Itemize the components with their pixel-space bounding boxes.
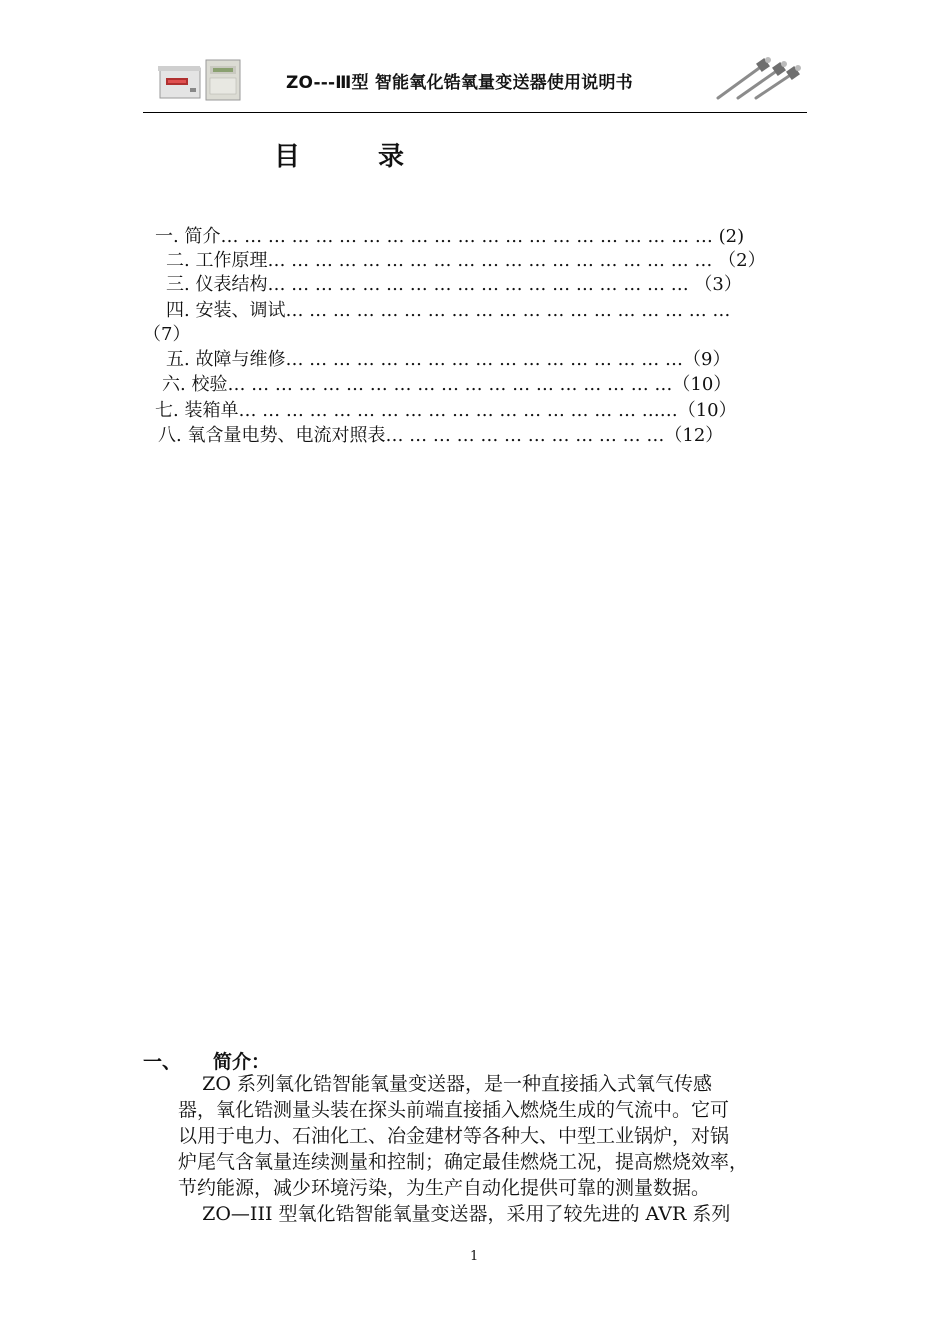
toc-entry[interactable]: 六. 校验… … … … … … … … … … … … … … … … … … …（10）: [162, 374, 732, 395]
toc-entry[interactable]: 五. 故障与维修… … … … … … … … … … … … … … … … …（9）: [166, 349, 731, 370]
paragraph-line: ZO 系列氧化锆智能氧量变送器，是一种直接插入式氧气传感: [178, 1073, 712, 1095]
paragraph-line: 炉尾气含氧量连续测量和控制；确定最佳燃烧工况，提高燃烧效率，: [178, 1151, 749, 1173]
paragraph-line: 以用于电力、石油化工、冶金建材等各种大、中型工业锅炉，对锅: [178, 1125, 730, 1147]
toc-entry[interactable]: 三. 仪表结构… … … … … … … … … … … … … … … … … … （3）: [166, 274, 742, 295]
section-number: 一、: [143, 1051, 182, 1073]
section-title: 简介：: [213, 1051, 271, 1073]
paragraph-line: 器，氧化锆测量头装在探头前端直接插入燃烧生成的气流中。它可: [178, 1099, 730, 1121]
document-header-title: ZO---Ⅲ型 智能氧化锆氧量变送器使用说明书: [286, 73, 633, 93]
toc-entry[interactable]: 一. 简介… … … … … … … … … … … … … … … … … … … … … (2): [155, 226, 745, 247]
section-paragraph: [178, 1071, 810, 1227]
paragraph-line: 节约能源，减少环境污染，为生产自动化提供可靠的测量数据。: [178, 1177, 711, 1199]
header-divider: [143, 112, 807, 113]
toc-heading-char-1: 目: [274, 142, 301, 172]
toc-entry[interactable]: 七. 装箱单… … … … … … … … … … … … … … … … … ……（10）: [155, 400, 737, 421]
toc-heading-char-2: 录: [378, 142, 405, 172]
section-heading: [143, 1047, 270, 1074]
oxygen-probe-photos: [712, 52, 808, 104]
toc-entry[interactable]: 四. 安装、调试… … … … … … … … … … … … … … … … … … …: [166, 300, 731, 321]
toc-entry-page[interactable]: （7）: [143, 324, 191, 345]
page-number: 1: [470, 1249, 479, 1264]
paragraph-line: ZO—III 型氧化锆智能氧量变送器，采用了较先进的 AVR 系列: [178, 1203, 731, 1225]
controller-device-photos: [158, 58, 242, 102]
toc-entry[interactable]: 二. 工作原理… … … … … … … … … … … … … … … … … … … （2）: [166, 250, 766, 271]
toc-entry[interactable]: 八. 氧含量电势、电流对照表… … … … … … … … … … … …（12）: [158, 425, 724, 446]
